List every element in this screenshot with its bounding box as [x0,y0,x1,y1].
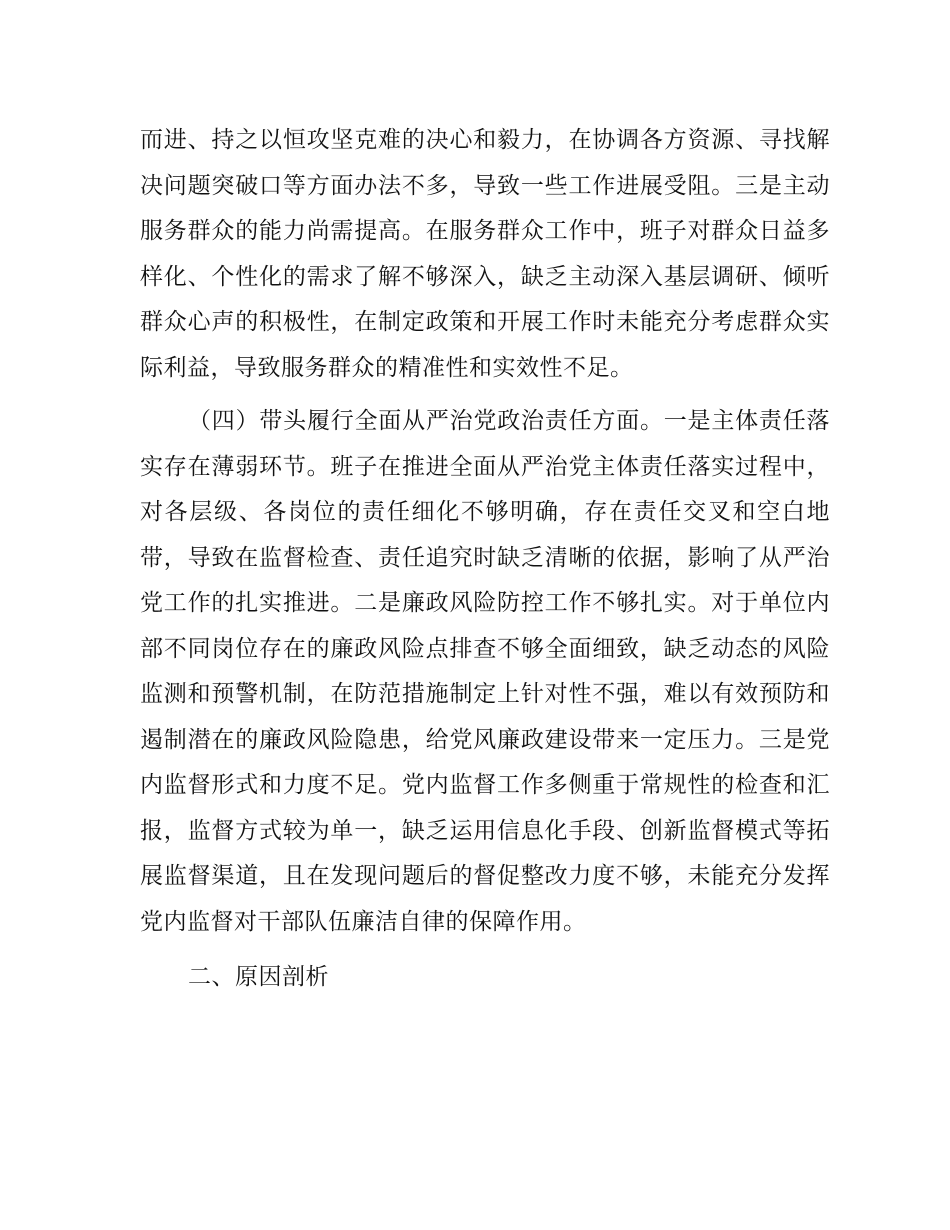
paragraph-section-four: （四）带头履行全面从严治党政治责任方面。一是主体责任落实存在薄弱环节。班子在推进全面从严治党主体责任落实过程中，对各层级、各岗位的责任细化不够明确，存在责任交叉和空白地带，导致在监督检查、责任追究时缺乏清晰的依据，影响了从严治党工作的扎实推进。二是廉政风险防控工作不够扎实。对于单位内部不同岗位存在的廉政风险点排查不够全面细致，缺乏动态的风险监测和预警机制，在防范措施制定上针对性不强，难以有效预防和遏制潜在的廉政风险隐患，给党风廉政建设带来一定压力。三是党内监督形式和力度不足。党内监督工作多侧重于常规性的检查和汇报，监督方式较为单一，缺乏运用信息化手段、创新监督模式等拓展监督渠道，且在发现问题后的督促整改力度不够，未能充分发挥党内监督对干部队伍廉洁自律的保障作用。 [140,408,830,935]
section-heading-cause-analysis: 二、原因剖析 [188,964,329,990]
paragraph-continuation: 而进、持之以恒攻坚克难的决心和毅力，在协调各方资源、寻找解决问题突破口等方面办法不多，导致一些工作进展受阻。三是主动服务群众的能力尚需提高。在服务群众工作中，班子对群众日益多样化、个性化的需求了解不够深入，缺乏主动深入基层调研、倾听群众心声的积极性，在制定政策和开展工作时未能充分考虑群众实际利益，导致服务群众的精准性和实效性不足。 [140,127,830,381]
document-body [140,118,830,1001]
